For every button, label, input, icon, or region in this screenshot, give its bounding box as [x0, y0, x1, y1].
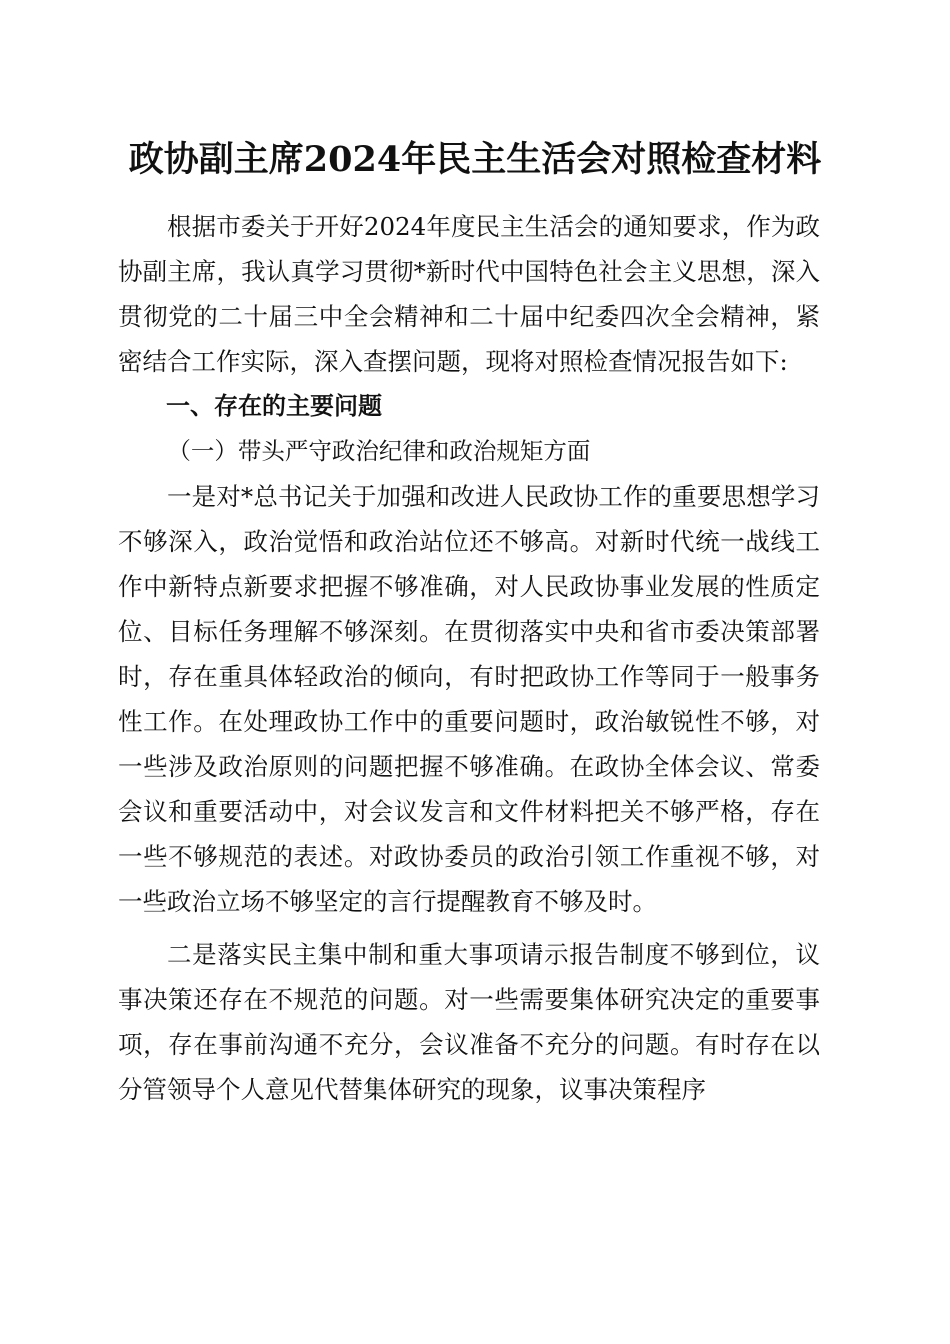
- subsection-heading: （一）带头严守政治纪律和政治规矩方面: [167, 437, 591, 465]
- body-paragraph-1: 一是对*总书记关于加强和改进人民政协工作的重要思想学习不够深入，政治觉悟和政治站位还不够高。对新时代统一战线工作中新特点新要求把握不够准确，对人民政协事业发展的性质定位、目标任务理解不够深刻。在贯彻落实中央和省市委决策部署时，存在重具体轻政治的倾向，有时把政协工作等同于一般事务性工作。在处理政协工作中的重要问题时，政治敏锐性不够，对一些涉及政治原则的问题把握不够准确。在政协全体会议、常委会议和重要活动中，对会议发言和文件材料把关不够严格，存在一些不够规范的表述。对政协委员的政治引领工作重视不够，对一些政治立场不够坚定的言行提醒教育不够及时。: [118, 482, 820, 916]
- document-body: [118, 204, 820, 1112]
- document-title: 政协副主席2024年民主生活会对照检查材料: [128, 139, 822, 180]
- intro-paragraph: 根据市委关于开好2024年度民主生活会的通知要求，作为政协副主席，我认真学习贯彻*新时代中国特色社会主义思想，深入贯彻党的二十届三中全会精神和二十届中纪委四次全会精神，紧密结合工作实际，深入查摆问题，现将对照检查情况报告如下:: [118, 212, 820, 376]
- body-paragraph-2: 二是落实民主集中制和重大事项请示报告制度不够到位，议事决策还存在不规范的问题。对一些需要集体研究决定的重要事项，存在事前沟通不充分，会议准备不充分的问题。有时存在以分管领导个人意见代替集体研究的现象，议事决策程序: [118, 940, 820, 1104]
- section-heading: 一、存在的主要问题: [166, 392, 382, 420]
